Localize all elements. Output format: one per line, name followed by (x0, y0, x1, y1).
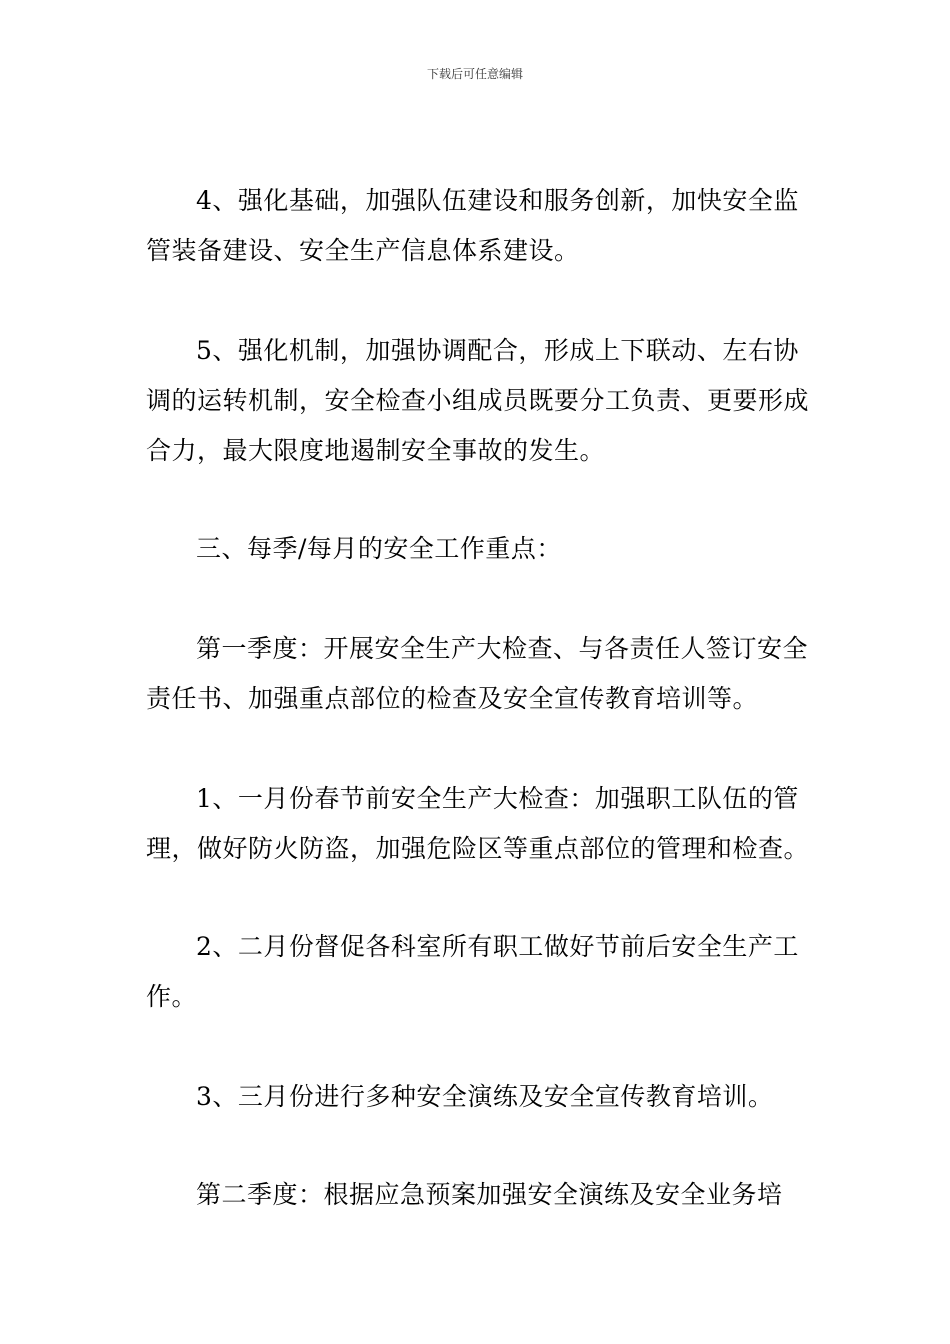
paragraph-second-quarter: 第二季度：根据应急预案加强安全演练及安全业务培 (196, 1180, 783, 1209)
page-header: 下载后可任意编辑 (426, 67, 523, 81)
section-heading-quarterly-focus: 三、每季/每月的安全工作重点： (196, 534, 562, 563)
paragraph-first-quarter: 第一季度：开展安全生产大检查、与各责任人签订安全责任书、加强重点部位的检查及安全宣传教育培训等。 (146, 634, 809, 713)
paragraph-february: 2、二月份督促各科室所有职工做好节前后安全生产工作。 (146, 932, 799, 1011)
paragraph-item-4: 4、强化基础，加强队伍建设和服务创新，加快安全监管装备建设、安全生产信息体系建设。 (146, 186, 799, 265)
paragraph-march: 3、三月份进行多种安全演练及安全宣传教育培训。 (196, 1082, 774, 1111)
paragraph-item-5: 5、强化机制，加强协调配合，形成上下联动、左右协调的运转机制，安全检查小组成员既要分工负责、更要形成合力，最大限度地遏制安全事故的发生。 (146, 336, 810, 465)
paragraph-january: 1、一月份春节前安全生产大检查：加强职工队伍的管理，做好防火防盗，加强危险区等重点部位的管理和检查。 (146, 784, 810, 863)
